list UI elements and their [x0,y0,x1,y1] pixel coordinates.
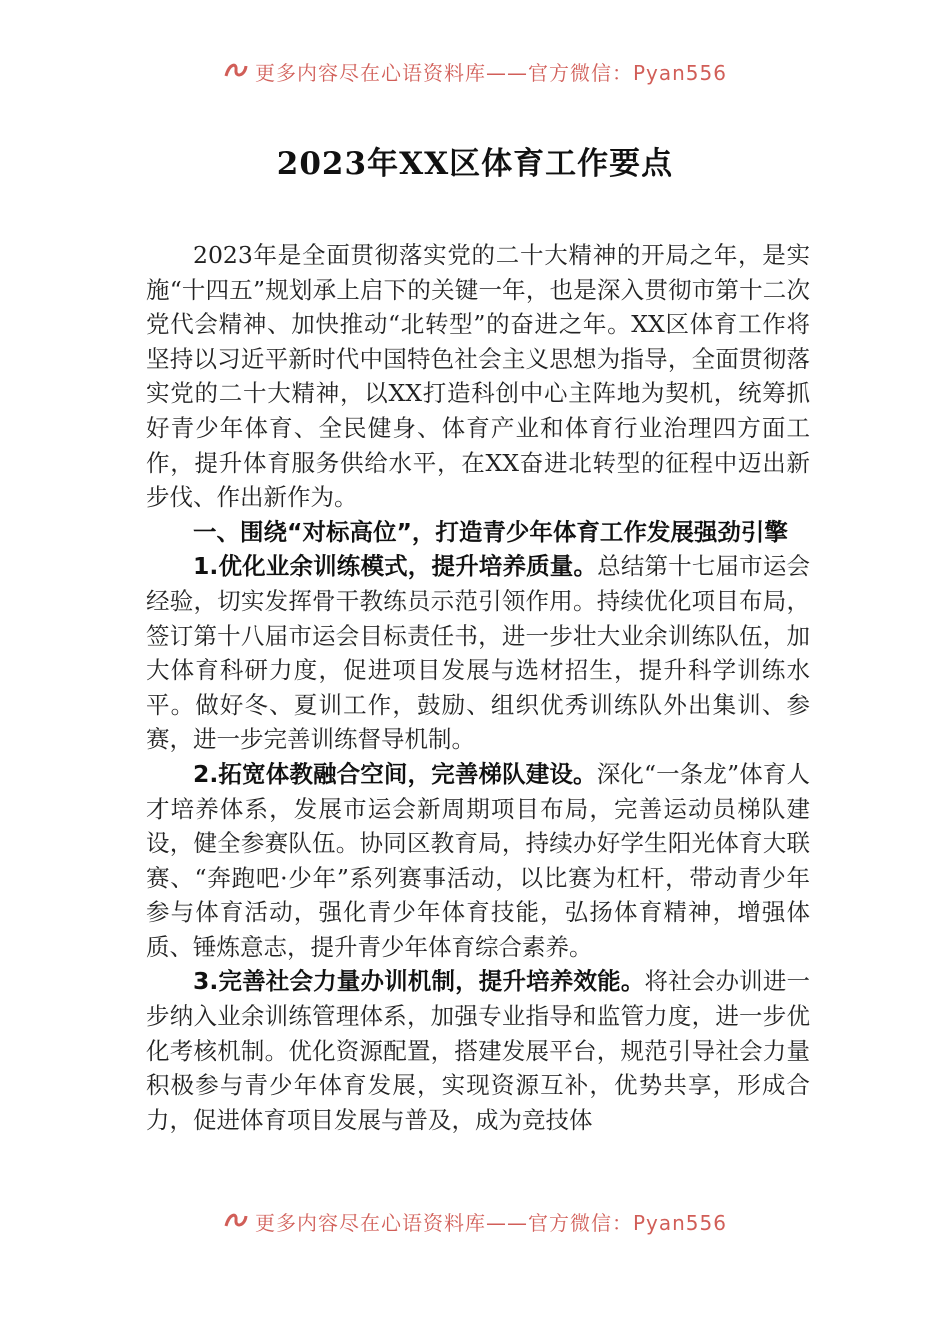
item-lead: 1.优化业余训练模式，提升培养质量。 [193,552,598,581]
watermark-text: 更多内容尽在心语资料库——官方微信：Pyan556 [254,1210,727,1235]
section-heading: 一、围绕“对标高位”，打造青少年体育工作发展强劲引擎 [193,517,788,546]
item-text: 总结第十七届市运会经验，切实发挥骨干教练员示范引领作用。持续优化项目布局，签订第十八届市运会目标责任书，进一步壮大业余训练队伍，加大体育科研力度，促进项目发展与选材招生，提升科学训练水平。做好冬、夏训工作，鼓励、组织优秀训练队外出集训、参赛，进一步完善训练督导机制。 [146,552,811,754]
item-lead: 2.拓宽体教融合空间，完善梯队建设。 [193,759,597,788]
item-text: 深化“一条龙”体育人才培养体系，发展市运会新周期项目布局，完善运动员梯队建设，健全参赛队伍。协同区教育局，持续办好学生阳光体育大联赛、“奔跑吧·少年”系列赛事活动，以比赛为杠杆，带动青少年参与体育活动，强化青少年体育技能，弘扬体育精神，增强体质、锤炼意志，提升青少年体育综合素养。 [146,759,811,961]
logo-icon [223,1210,249,1232]
item-paragraph [146,964,810,1137]
item-lead: 3.完善社会力量办训机制，提升培养效能。 [193,967,645,996]
logo-icon [223,60,249,82]
item-paragraph [146,757,810,965]
document-title: 2023年XX区体育工作要点 [276,146,674,182]
watermark-top [0,56,950,86]
item-text: 将社会办训进一步纳入业余训练管理体系，加强专业指导和监管力度，进一步优化考核机制。优化资源配置，搭建发展平台，规范引导社会力量积极参与青少年体育发展，实现资源互补，优势共享，形成合力，促进体育项目发展与普及，成为竞技体 [146,967,810,1134]
intro-paragraph: 2023年是全面贯彻落实党的二十大精神的开局之年，是实施“十四五”规划承上启下的关键一年，也是深入贯彻市第十二次党代会精神、加快推动“北转型”的奋进之年。XX区体育工作将坚持以习近平新时代中国特色社会主义思想为指导，全面贯彻落实党的二十大精神，以XX打造科创中心主阵地为契机，统筹抓好青少年体育、全民健身、体育产业和体育行业治理四方面工作，提升体育服务供给水平，在XX奋进北转型的征程中迈出新步伐、作出新作为。 [146,241,810,512]
item-paragraph [146,549,810,757]
watermark-bottom [0,1206,950,1236]
watermark-text: 更多内容尽在心语资料库——官方微信：Pyan556 [254,60,727,85]
document-body [146,238,810,1137]
